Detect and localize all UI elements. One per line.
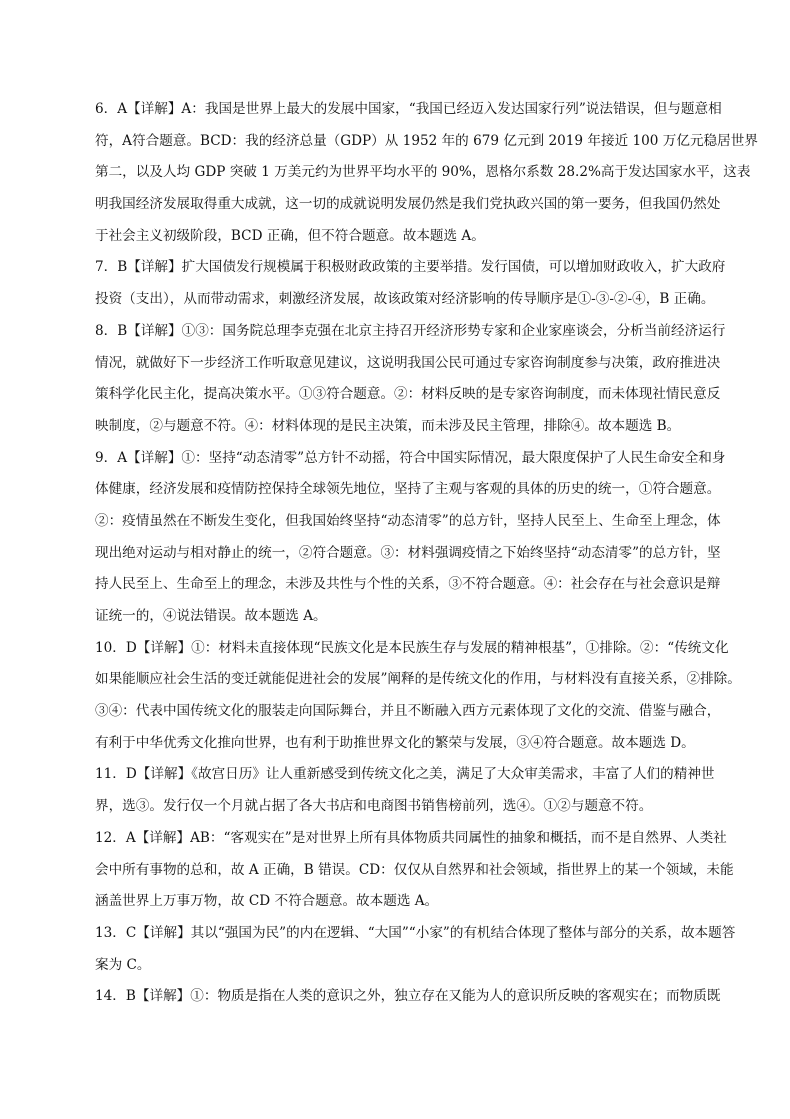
text-line: 证统一的，④说法错误。故本题选 A。: [95, 608, 327, 624]
text-line: 如果能顺应社会生活的变迁就能促进社会的发展”阐释的是传统文化的作用，与材料没有直接关系，②排除。: [95, 671, 741, 688]
text-line: 符，A符合题意。BCD：我的经济总量（GDP）从 1952 年的 679 亿元到 2019 年接近 100 万亿元稳居世界: [95, 132, 758, 149]
text-line: 情况，就做好下一步经济工作听取意见建议，这说明我国公民可通过专家咨询制度参与决策，政府推进决: [95, 354, 721, 371]
text-line: 映制度，②与题意不符。④：材料体现的是民主决策，而未涉及民主管理，排除④。故本题选 B。: [95, 417, 681, 434]
text-line: 11．D【详解】《故宫日历》让人重新感受到传统文化之美，满足了大众审美需求，丰富了人们的精神世: [95, 766, 715, 783]
answer-explanations: [95, 94, 758, 1013]
text-line: 明我国经济发展取得重大成就，这一切的成就说明发展仍然是我们党执政兴国的第一要务，但我国仍然处: [95, 196, 721, 213]
text-line: 第二，以及人均 GDP 突破 1 万美元约为世界平均水平的 90%，恩格尔系数 28.2%高于发达国家水平，这表: [95, 164, 751, 181]
text-line: ③④：代表中国传统文化的服装走向国际舞台，并且不断融入西方元素体现了文化的交流、借鉴与融合，: [95, 703, 721, 720]
text-line: 7．B【详解】扩大国债发行规模属于积极财政政策的主要举措。发行国债，可以增加财政收入，扩大政府: [95, 259, 726, 276]
text-line: 现出绝对运动与相对静止的统一，②符合题意。③：材料强调疫情之下始终坚持“动态清零”的总方针，坚: [95, 544, 721, 561]
text-line: 10．D【详解】①：材料未直接体现“民族文化是本民族生存与发展的精神根基”，①排除。②：“传统文化: [95, 639, 729, 656]
text-line: 8．B【详解】①③：国务院总理李克强在北京主持召开经济形势专家和企业家座谈会，分析当前经济运行: [95, 322, 726, 339]
text-line: 策科学化民主化，提高决策水平。①③符合题意。②：材料反映的是专家咨询制度，而未体现社情民意反: [95, 386, 721, 403]
text-line: 案为 C。: [95, 956, 151, 973]
text-line: 持人民至上、生命至上的理念，未涉及共性与个性的关系，③不符合题意。④：社会存在与社会意识是辩: [95, 576, 721, 593]
text-line: 投资（支出），从而带动需求，刺激经济发展，故该政策对经济影响的传导顺序是①-③-②-④，B 正确。: [95, 291, 715, 308]
text-line: 有利于中华优秀文化推向世界，也有利于助推世界文化的繁荣与发展，③④符合题意。故本题选 D。: [95, 734, 695, 751]
text-line: 体健康，经济发展和疫情防控保持全球领先地位，坚持了主观与客观的具体的历史的统一，①符合题意。: [95, 481, 721, 498]
text-line: ②：疫情虽然在不断发生变化，但我国始终坚持“动态清零”的总方针，坚持人民至上、生命至上理念，体: [95, 512, 721, 529]
text-line: 13．C【详解】其以“强国为民”的内在逻辑、“大国”“小家”的有机结合体现了整体与部分的关系，故本题答: [95, 924, 736, 941]
text-line: 于社会主义初级阶段，BCD 正确，但不符合题意。故本题选 A。: [95, 227, 485, 244]
text-line: 会中所有事物的总和，故 A 正确，B 错误。CD：仅仅从自然界和社会领域，指世界上的某一个领域，未能: [95, 861, 734, 878]
text-line: 9．A【详解】①：坚持“动态清零”总方针不动摇，符合中国实际情况，最大限度保护了人民生命安全和身: [95, 449, 726, 466]
text-line: 14．B【详解】①：物质是指在人类的意识之外，独立存在又能为人的意识所反映的客观实在；而物质既: [95, 988, 721, 1005]
text-line: 界，选③。发行仅一个月就占据了各大书店和电商图书销售榜前列，选④。①②与题意不符。: [95, 798, 653, 815]
text-line: 6．A【详解】A：我国是世界上最大的发展中国家，“我国已经迈入发达国家行列”说法错误，但与题意相: [95, 101, 722, 117]
text-line: 12．A【详解】AB：“客观实在”是对世界上所有具体物质共同属性的抽象和概括，而不是自然界、人类社: [95, 829, 727, 846]
text-line: 涵盖世界上万事万物，故 CD 不符合题意。故本题选 A。: [95, 893, 439, 910]
